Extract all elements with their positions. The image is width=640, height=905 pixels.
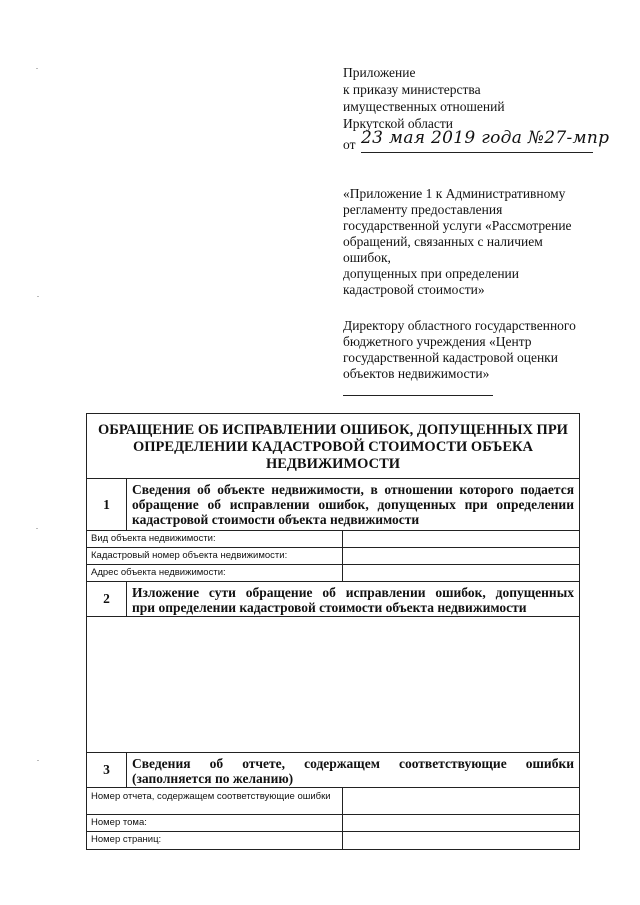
addressee-signature-line bbox=[343, 395, 493, 396]
section-1-header bbox=[87, 479, 579, 531]
appendix-line: ошибок, bbox=[343, 250, 391, 265]
section-heading-line: при определении кадастровой стоимости объекта недвижимости bbox=[132, 600, 527, 615]
object-type-field[interactable] bbox=[343, 531, 579, 547]
section-number: 3 bbox=[87, 753, 127, 787]
field-label: Номер тома: bbox=[87, 815, 343, 831]
date-underline bbox=[361, 152, 593, 153]
form-row-page-numbers bbox=[87, 832, 579, 849]
appeal-description-field[interactable] bbox=[87, 617, 579, 753]
appendix-line: допущенных при определении bbox=[343, 266, 520, 281]
section-heading-line: Изложение сути обращение об исправлении ошибок, допущенных bbox=[132, 585, 574, 600]
section-heading bbox=[127, 753, 579, 787]
section-2-header bbox=[87, 582, 579, 617]
order-appendix-header bbox=[343, 64, 610, 154]
appendix-line: регламенту предоставления bbox=[343, 202, 503, 217]
volume-number-field[interactable] bbox=[343, 815, 579, 831]
appendix-line: кадастровой стоимости» bbox=[343, 282, 485, 297]
field-label: Адрес объекта недвижимости: bbox=[87, 565, 343, 581]
field-label: Номер отчета, содержащем соответствующие ошибки bbox=[87, 788, 343, 814]
form-row-volume-number bbox=[87, 815, 579, 832]
section-heading-line: Сведения об отчете, содержащем соответствующие ошибки bbox=[132, 756, 574, 771]
section-heading bbox=[127, 479, 579, 530]
addressee-line: Директору областного государственного bbox=[343, 318, 576, 333]
scan-speck bbox=[36, 68, 38, 69]
form-title-line: ОПРЕДЕЛЕНИИ КАДАСТРОВОЙ СТОИМОСТИ ОБЪЕКА bbox=[133, 439, 533, 455]
form-row-object-address bbox=[87, 565, 579, 582]
handwritten-date: 23 мая 2019 года №27-мпр bbox=[361, 128, 610, 148]
section-heading-line: кадастровой стоимости объекта недвижимости bbox=[132, 512, 420, 527]
section-3-header bbox=[87, 753, 579, 788]
section-number: 1 bbox=[87, 479, 127, 530]
header-line: Приложение bbox=[343, 65, 416, 80]
scan-speck bbox=[37, 760, 39, 761]
header-line: Иркутской области bbox=[343, 116, 454, 131]
appendix-line: обращений, связанных с наличием bbox=[343, 234, 543, 249]
field-label: Вид объекта недвижимости: bbox=[87, 531, 343, 547]
addressee-line: объектов недвижимости» bbox=[343, 366, 490, 381]
form-row-cadastral-number bbox=[87, 548, 579, 565]
addressee-block bbox=[343, 318, 603, 382]
page-numbers-field[interactable] bbox=[343, 832, 579, 849]
form-row-report-number bbox=[87, 788, 579, 815]
form-title-line: ОБРАЩЕНИЕ ОБ ИСПРАВЛЕНИИ ОШИБОК, ДОПУЩЕННЫХ ПРИ bbox=[98, 422, 568, 438]
section-heading-line: Сведения об объекте недвижимости, в отношении которого подается bbox=[132, 482, 574, 497]
section-heading-line: (заполняется по желанию) bbox=[132, 771, 294, 786]
form-title-line: НЕДВИЖИМОСТИ bbox=[265, 456, 401, 472]
cadastral-number-field[interactable] bbox=[343, 548, 579, 564]
order-date-line bbox=[343, 128, 610, 154]
header-line: имущественных отношений bbox=[343, 99, 505, 114]
report-number-field[interactable] bbox=[343, 788, 579, 814]
addressee-line: бюджетного учреждения «Центр bbox=[343, 334, 532, 349]
appendix-line: государственной услуги «Рассмотрение bbox=[343, 218, 572, 233]
scan-speck bbox=[37, 296, 39, 297]
appeal-form bbox=[86, 413, 580, 850]
section-heading-line: обращение об исправлении ошибок, допущенных при определении bbox=[132, 497, 574, 512]
section-heading bbox=[127, 582, 579, 616]
addressee-line: государственной кадастровой оценки bbox=[343, 350, 558, 365]
scan-speck bbox=[36, 528, 38, 529]
header-line: к приказу министерства bbox=[343, 82, 481, 97]
field-label: Кадастровый номер объекта недвижимости: bbox=[87, 548, 343, 564]
regulation-appendix-block bbox=[343, 186, 593, 298]
form-row-object-type bbox=[87, 531, 579, 548]
section-number: 2 bbox=[87, 582, 127, 616]
date-prefix: от bbox=[343, 137, 356, 152]
appendix-line: «Приложение 1 к Административному bbox=[343, 186, 566, 201]
form-title bbox=[87, 414, 579, 479]
object-address-field[interactable] bbox=[343, 565, 579, 581]
field-label: Номер страниц: bbox=[87, 832, 343, 849]
